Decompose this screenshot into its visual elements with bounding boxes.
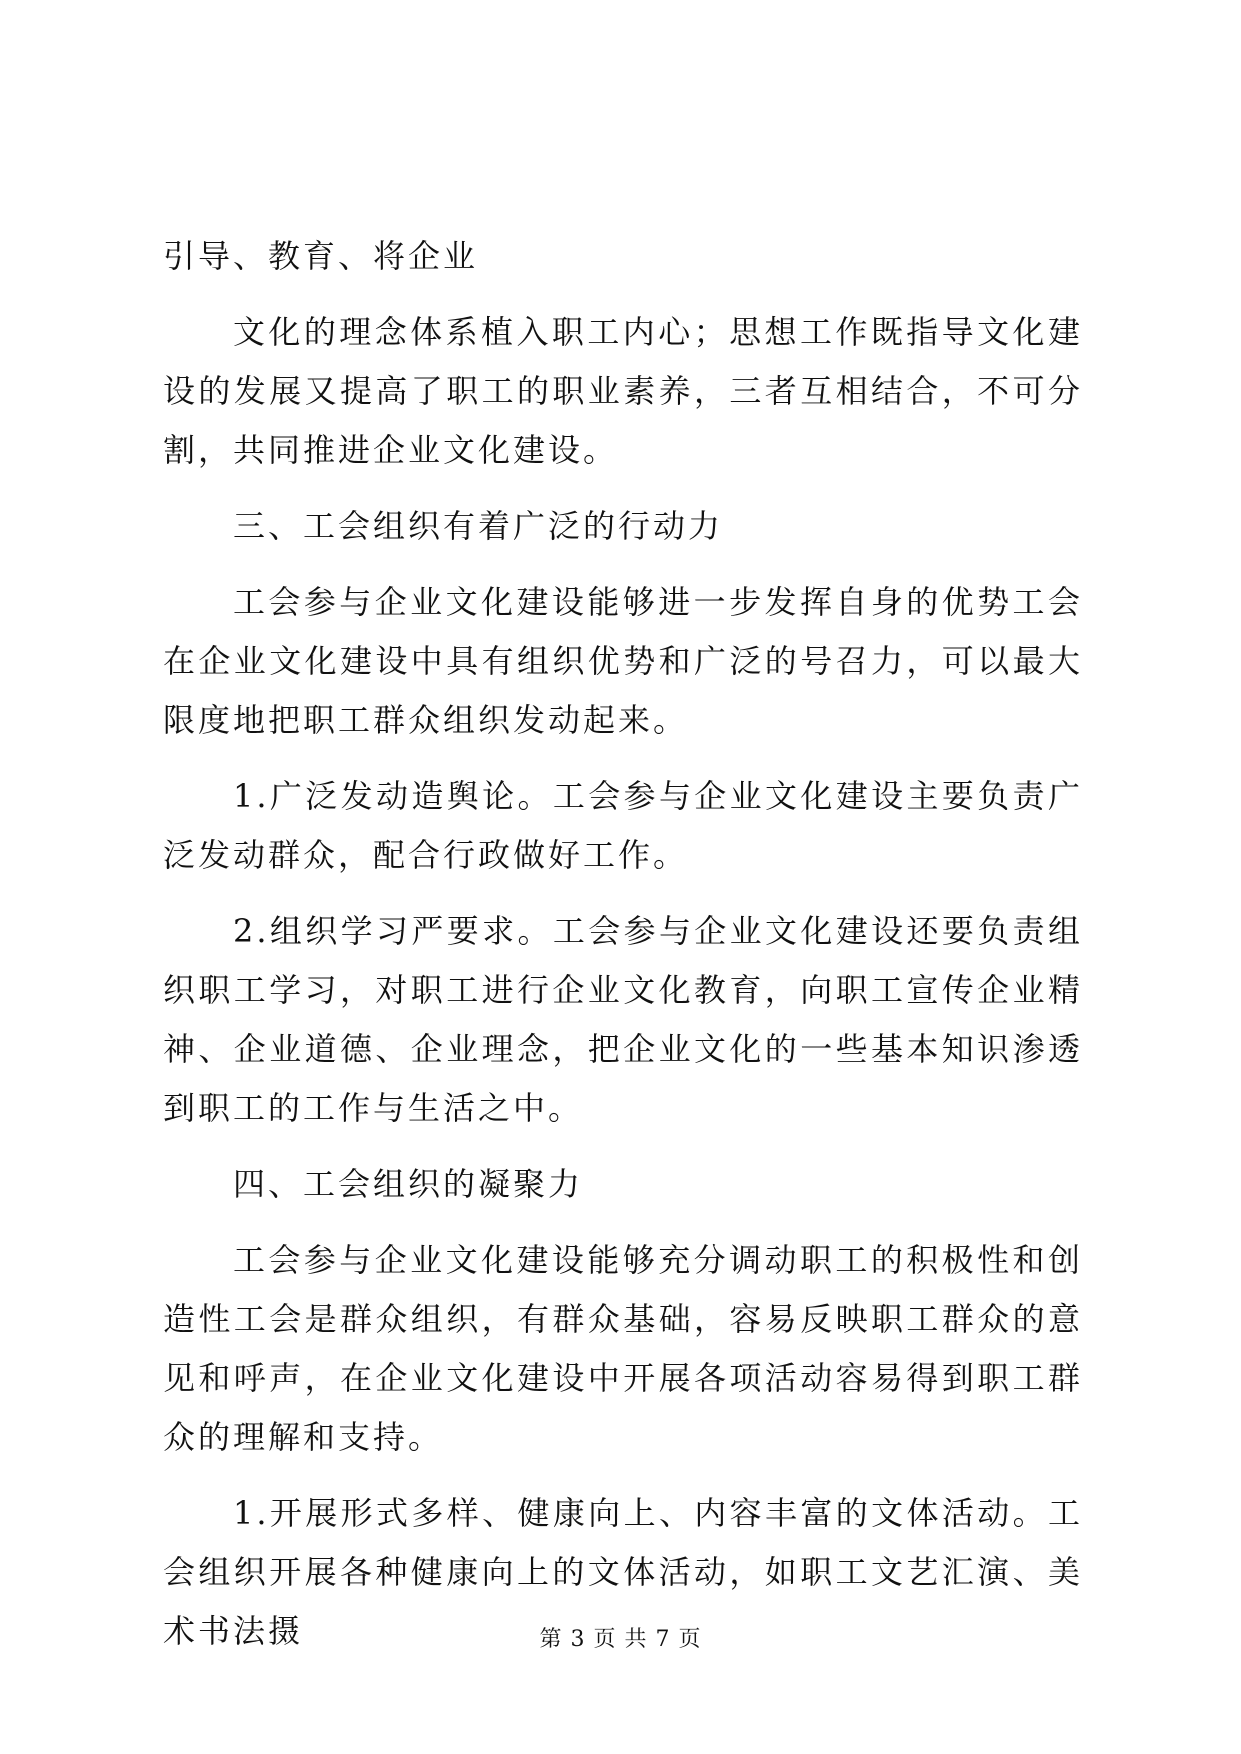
list-item-1: 1.广泛发动造舆论。工会参与企业文化建设主要负责广泛发动群众，配合行政做好工作。 <box>163 777 1083 874</box>
section-heading-4: 四、工会组织的凝聚力 <box>233 1165 584 1203</box>
page-number-footer: 第 3 页 共 7 页 <box>539 1627 702 1652</box>
paragraph-2: 文化的理念体系植入职工内心；思想工作既指导文化建设的发展又提高了职工的职业素养，三者互相结合，不可分割，共同推进企业文化建设。 <box>163 313 1083 469</box>
paragraph-1: 引导、教育、将企业 <box>163 237 479 275</box>
list-item-3: 1.开展形式多样、健康向上、内容丰富的文体活动。工会组织开展各种健康向上的文体活动，如职工文艺汇演、美术书法摄 <box>163 1494 1083 1650</box>
document-body <box>163 227 1083 1678</box>
list-item-2: 2.组织学习严要求。工会参与企业文化建设还要负责组织职工学习，对职工进行企业文化教育，向职工宣传企业精神、企业道德、企业理念，把企业文化的一些基本知识渗透到职工的工作与生活之中。 <box>163 912 1083 1127</box>
paragraph-4: 工会参与企业文化建设能够进一步发挥自身的优势工会在企业文化建设中具有组织优势和广泛的号召力，可以最大限度地把职工群众组织发动起来。 <box>163 583 1083 739</box>
section-heading-3: 三、工会组织有着广泛的行动力 <box>233 507 724 545</box>
paragraph-8: 工会参与企业文化建设能够充分调动职工的积极性和创造性工会是群众组织，有群众基础，容易反映职工群众的意见和呼声，在企业文化建设中开展各项活动容易得到职工群众的理解和支持。 <box>163 1241 1083 1456</box>
